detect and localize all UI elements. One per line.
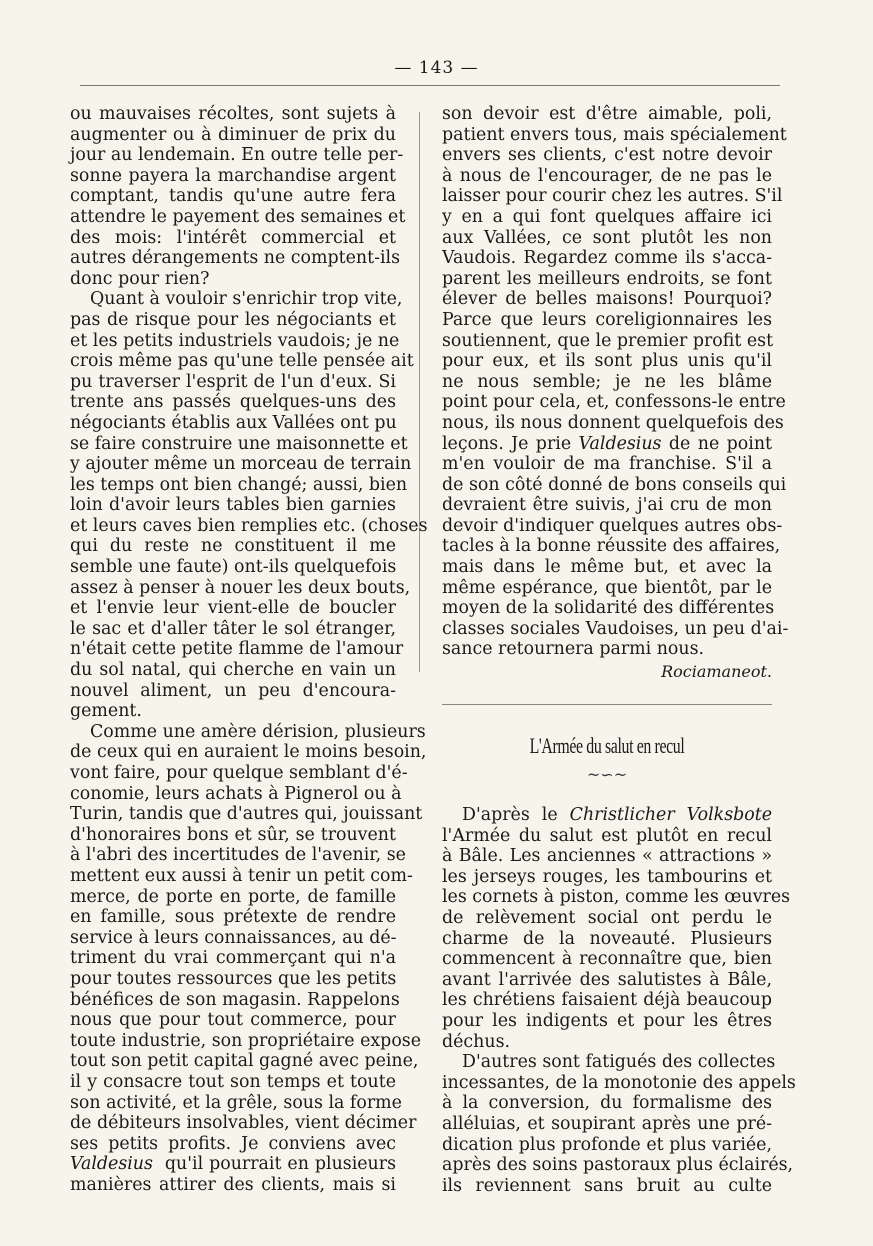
text-line: son activité, et la grêle, sous la forme [70,1092,402,1113]
text-line: n'était cette petite flamme de l'amour [70,639,404,660]
text-line: élever de belles maisons! Pourquoi? [442,289,772,310]
text-line: vont faire, pour quelque semblant d'é- [70,763,408,783]
italic-name: Valdesius [70,1154,153,1175]
text-line: avant l'arrivée des salutistes à Bâle, [442,969,772,990]
section-divider [442,704,772,705]
text-line [442,434,772,455]
text-line: Quant à vouloir s'enrichir trop vite, [90,289,403,310]
text-line: nous, ils nous donnent quelquefois des [442,412,784,433]
text-line: alléluias, et soupirant après une pré- [442,1113,772,1134]
text-line: tout son petit capital gagné avec peine, [70,1051,419,1072]
text-line: du sol natal, qui cherche en vain un [70,660,396,681]
text-line: triment du vrai commerçant qui n'a [70,948,396,969]
italic-source: Christlicher Volksbote [569,805,772,826]
text-line: de débiteurs insolvables, vient décimer [70,1113,417,1134]
text-line: jour au lendemain. En outre telle per- [70,145,404,166]
text-line: pour eux, et ils sont plus unis qu'il [442,351,772,372]
text-line: les chrétiens faisaient déjà beaucoup [442,990,772,1011]
text-line: à la conversion, du formalisme des [442,1093,772,1114]
left-column [70,104,428,1195]
text-line: les jerseys rouges, les tambourins et [442,866,772,887]
text-line [70,1154,396,1175]
signature: Rociamaneot. [661,662,772,682]
text-line: tacles à la bonne réussite des affaires, [442,536,781,557]
ornament-icon: ~∽~ [586,765,628,785]
text-line: ils reviennent sans bruit au culte [442,1175,772,1196]
text-line: l'Armée du salut est plutôt en recul [442,825,772,846]
text-line: gement. [70,701,142,722]
text-line: à l'abri des incertitudes de l'avenir, se [70,845,406,866]
text-line: soutiennent, que le premier profit est [442,330,774,351]
text-line: à nous de l'encourager, de ne pas le [442,165,772,186]
text-line: y ajouter même un morceau de terrain [70,454,412,475]
text-line: de relèvement social ont perdu le [442,908,772,928]
text-line: à Bâle. Les anciennes « attractions » [442,846,772,867]
text-line: son devoir est d'être aimable, poli, [442,104,772,124]
text-line: comptant, tandis qu'une autre fera [70,186,396,207]
text-line: y en a qui font quelques affaire ici [442,206,772,227]
text-line: attendre le payement des semaines et [70,206,406,227]
text-line: qui du reste ne constituent il me [70,536,396,557]
text-line: Comme une amère dérision, plusieurs [90,721,426,742]
text-line: de son côté donné de bons conseils qui [442,474,787,495]
text-fragment: de ne point [668,433,773,454]
text-line: il y consacre tout son temps et toute [70,1071,396,1092]
text-fragment: qu'il pourrait en plusieurs [164,1154,396,1175]
text-line: sance retournera parmi nous. [442,639,705,660]
text-line: pour toutes ressources que les petits [70,968,397,989]
text-line: sonne payera la marchandise argent [70,165,396,186]
text-line: patient envers tous, mais spécialement [442,124,787,145]
text-line: conomie, leurs achats à Pignerol ou à [70,783,402,804]
text-fragment: leçons. Je prie [442,433,572,454]
text-line: devraient être suivis, j'ai cru de mon [442,495,772,516]
text-line: augmenter ou à diminuer de prix du [70,124,396,145]
text-line: Turin, tandis que d'autres qui, jouissant [70,804,423,825]
text-line: envers ses clients, c'est notre devoir [442,145,772,166]
text-line: nouvel aliment, un peu d'encoura- [70,680,396,701]
text-line: ses petits profits. Je conviens avec [70,1133,396,1154]
text-line: parent les meilleurs endroits, se font [442,268,772,289]
text-line: toute industrie, son propriétaire expose [70,1030,422,1051]
text-line: moyen de la solidarité des différentes [442,598,775,619]
text-line: incessantes, de la monotonie des appels [442,1072,796,1093]
text-line: nous que pour tout commerce, pour [70,1010,396,1031]
text-line: et leurs caves bien remplies etc. (choses [70,515,428,536]
text-line: Parce que leurs coreligionnaires les [442,309,772,330]
header-rule [80,85,780,86]
text-line: pour les indigents et pour les êtres [442,1010,772,1031]
text-line: d'honoraires bons et sûr, se trouvent [70,824,396,845]
column-divider [419,112,420,672]
text-line [442,805,772,826]
text-line: déchus. [442,1031,511,1052]
text-line: et les petits industriels vaudois; je ne [70,330,400,351]
text-line: bénéfices de son magasin. Rappelons [70,989,400,1010]
text-line: mettent eux aussi à tenir un petit com- [70,865,413,886]
text-line: après des soins pastoraux plus éclairés, [442,1155,794,1176]
text-line: devoir d'indiquer quelques autres obs- [442,515,783,536]
text-line: classes sociales Vaudoises, un peu d'ai- [442,618,789,639]
right-column [442,104,796,1196]
text-line: commencent à reconnaître que, bien [442,949,772,970]
text-line: autres dérangements ne comptent-ils [70,248,401,269]
text-line: les temps ont bien changé; aussi, bien [70,474,408,495]
text-line: manières attirer des clients, mais si [70,1174,396,1195]
article-title: L'Armée du salut en recul [529,733,685,759]
text-line: négociants établis aux Vallées ont pu [70,412,397,433]
text-line: les cornets à piston, comme les œuvres [442,887,791,908]
text-line: crois même pas qu'une telle pensée ait [70,351,414,372]
text-line: le sac et d'aller tâter le sol étranger, [70,618,396,639]
text-line: assez à penser à nouer les deux bouts, [70,577,411,598]
text-line: service à leurs connaissances, au dé- [70,927,397,948]
italic-name: Valdesius [578,433,662,454]
text-line: aux Vallées, ce sont plutôt les non [442,227,772,248]
text-line: des mois: l'intérêt commercial et [70,227,396,248]
text-line: pu traverser l'esprit de l'un d'eux. Si [70,371,396,392]
text-line: Vaudois. Regardez comme ils s'acca- [442,248,772,269]
text-line: loin d'avoir leurs tables bien garnies [70,495,396,516]
text-line: donc pour rien? [70,268,210,289]
text-line: semble une faute) ont-ils quelquefois [70,557,397,578]
text-line: mais dans le même but, et avec la [442,557,772,578]
text-line: D'autres sont fatigués des collectes [462,1052,776,1073]
text-line: point pour cela, et, confessons-le entre [442,392,786,413]
text-line: pas de risque pour les négociants et [70,309,396,330]
text-line: trente ans passés quelques-uns des [70,392,396,413]
text-line: ou mauvaises récoltes, sont sujets à [70,104,396,124]
text-line: en famille, sous prétexte de rendre [70,907,396,928]
text-line: même espérance, que bientôt, par le [442,577,772,598]
text-line: et l'envie leur vient-elle de boucler [70,598,396,619]
text-line: merce, de porte en porte, de famille [70,886,396,907]
text-line: dication plus profonde et plus variée, [442,1134,772,1155]
text-line: charme de la noveauté. Plusieurs [442,928,772,949]
text-line: se faire construire une maisonnette et [70,433,408,454]
text-line: ne nous semble; je ne les blâme [442,371,772,392]
text-line: m'en vouloir de ma franchise. S'il a [442,454,772,475]
text-line: laisser pour courir chez les autres. S'il [442,186,783,207]
page-number: — 143 — [394,58,479,78]
text-line: de ceux qui en auraient le moins besoin, [70,742,427,763]
text-fragment: D'après le [462,805,558,826]
